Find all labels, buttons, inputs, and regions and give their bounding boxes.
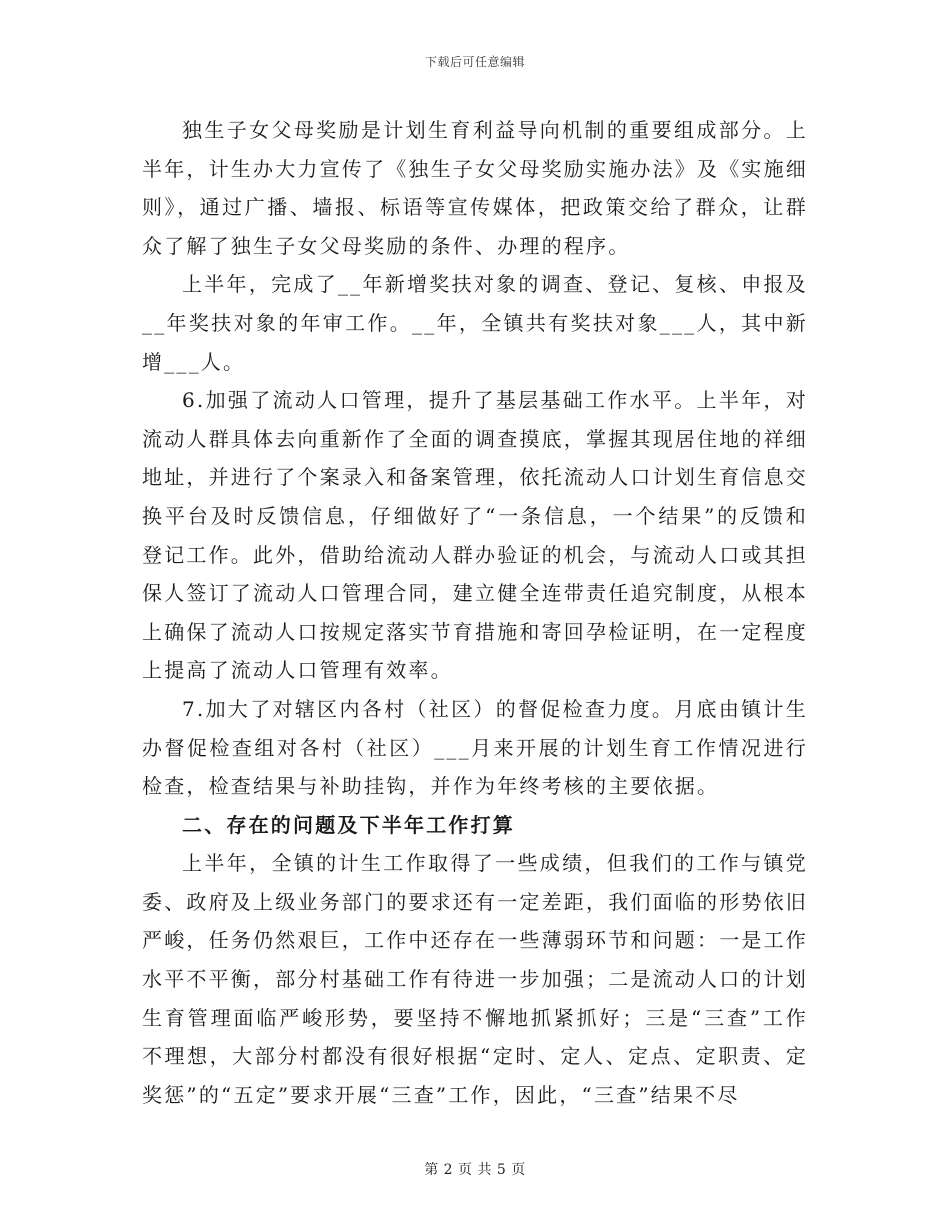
section-heading: 二、存在的问题及下半年工作打算 (182, 812, 515, 837)
paragraph-problems: 上半年，全镇的计生工作取得了一些成绩，但我们的工作与镇党委、政府及上级业务部门的要求还有一定差距，我们面临的形势依旧严峻，任务仍然艰巨，工作中还存在一些薄弱环节和问题：一是工作水平不平衡，部分村基础工作有待进一步加强；二是流动人口的计划生育管理面临严峻形势，要坚持不懈地抓紧抓好；三是“三查”工作不理想，大部分村都没有很好根据“定时、定人、定点、定职责、定奖惩”的“五定”要求开展“三查”工作，因此，“三查”结果不尽 (142, 851, 808, 1107)
paragraph-floating-population: 6.加强了流动人口管理，提升了基层基础工作水平。上半年，对流动人群具体去向重新作了全面的调查摸底，掌握其现居住地的祥细地址，并进行了个案录入和备案管理，依托流动人口计划生育信息交换平台及时反馈信息，仔细做好了“一条信息，一个结果”的反馈和登记工作。此外，借助给流动人群办验证的机会，与流动人口或其担保人签订了流动人口管理合同，建立健全连带责任追究制度，从根本上确保了流动人口按规定落实节育措施和寄回孕检证明，在一定程度上提高了流动人口管理有效率。 (142, 388, 808, 683)
page-header: 下载后可任意编辑 (424, 55, 525, 69)
document-body (142, 111, 808, 1114)
paragraph-only-child-reward: 独生子女父母奖励是计划生育利益导向机制的重要组成部分。上半年，计生办大力宣传了《独生子女父母奖励实施办法》及《实施细则》，通过广播、墙报、标语等宣传媒体，把政策交给了群众，让群众了解了独生子女父母奖励的条件、办理的程序。 (142, 118, 808, 258)
paragraph-reward-targets: 上半年，完成了__年新增奖扶对象的调查、登记、复核、申报及__年奖扶对象的年审工作。__年，全镇共有奖扶对象___人，其中新增___人。 (142, 272, 808, 374)
paragraph-supervision: 7.加大了对辖区内各村（社区）的督促检查力度。月底由镇计生办督促检查组对各村（社区）___月来开展的计划生育工作情况进行检查，检查结果与补助挂钩，并作为年终考核的主要依据。 (142, 696, 808, 799)
page-number: 第 2 页 共 5 页 (424, 1162, 526, 1178)
